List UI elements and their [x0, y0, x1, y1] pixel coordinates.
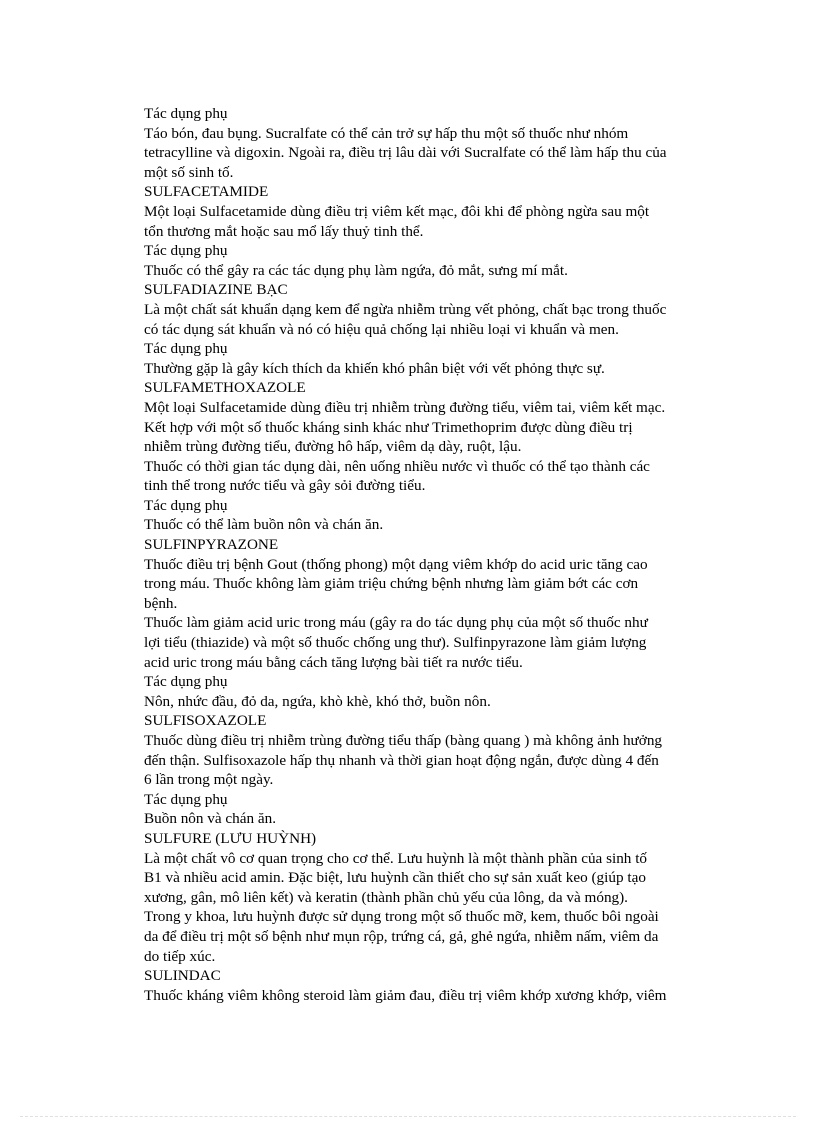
text-line: Buồn nôn và chán ăn.: [144, 810, 277, 828]
text-line: B1 và nhiều acid amin. Đặc biệt, lưu huỳnh cần thiết cho sự sản xuất keo (giúp tạo: [144, 869, 646, 887]
text-line: Tác dụng phụ: [144, 105, 228, 122]
page-bottom-border: [20, 1116, 796, 1117]
text-line: nhiễm trùng đường tiểu, đường hô hấp, viêm dạ dày, ruột, lậu.: [144, 438, 522, 456]
text-line: Là một chất sát khuẩn dạng kem để ngừa nhiễm trùng vết phỏng, chất bạc trong thuốc: [144, 300, 667, 318]
text-line: có tác dụng sát khuẩn và nó có hiệu quả chống lại nhiều loại vi khuẩn và men.: [144, 320, 619, 338]
text-line: Một loại Sulfacetamide dùng điều trị nhiễm trùng đường tiểu, viêm tai, viêm kết mạc.: [144, 398, 666, 416]
text-line: Tác dụng phụ: [144, 340, 228, 358]
text-line: Thuốc điều trị bệnh Gout (thống phong) một dạng viêm khớp do acid uric tăng cao: [144, 555, 648, 573]
text-line: SULINDAC: [144, 967, 221, 985]
text-line: Kết hợp với một số thuốc kháng sinh khác như Trimethoprim được dùng điều trị: [144, 418, 633, 436]
document-page: [144, 104, 704, 1005]
text-line: Tác dụng phụ: [144, 790, 228, 808]
text-line: Trong y khoa, lưu huỳnh được sử dụng trong một số thuốc mỡ, kem, thuốc bôi ngoài: [144, 908, 659, 926]
text-line: trong máu. Thuốc không làm giảm triệu chứng bệnh nhưng làm giảm bớt các cơn: [144, 575, 639, 593]
text-line: Tác dụng phụ: [144, 673, 228, 691]
text-line: Thuốc có thời gian tác dụng dài, nên uống nhiều nước vì thuốc có thể tạo thành các: [144, 457, 650, 475]
text-line: tetracylline và digoxin. Ngoài ra, điều trị lâu dài với Sucralfate có thể làm hấp thu của: [144, 144, 667, 162]
text-line: tổn thương mắt hoặc sau mổ lấy thuỷ tinh thể.: [144, 222, 424, 240]
text-line: Thường gặp là gây kích thích da khiến khó phân biệt với vết phỏng thực sự.: [144, 359, 605, 377]
text-line: acid uric trong máu bằng cách tăng lượng bài tiết ra nước tiểu.: [144, 653, 523, 671]
text-line: Thuốc kháng viêm không steroid làm giảm đau, điều trị viêm khớp xương khớp, viêm: [144, 986, 667, 1004]
text-line: Thuốc có thể làm buồn nôn và chán ăn.: [144, 516, 384, 534]
text-line: 6 lần trong một ngày.: [144, 771, 274, 789]
text-line: bệnh.: [144, 594, 178, 612]
text-line: do tiếp xúc.: [144, 947, 216, 965]
text-line: SULFACETAMIDE: [144, 183, 269, 201]
text-line: SULFADIAZINE BẠC: [144, 281, 288, 299]
text-line: một số sinh tố.: [144, 163, 234, 181]
text-line: Tác dụng phụ: [144, 242, 228, 260]
text-line: Táo bón, đau bụng. Sucralfate có thể cản trở sự hấp thu một số thuốc như nhóm: [144, 124, 629, 142]
text-line: SULFAMETHOXAZOLE: [144, 379, 306, 397]
text-line: Thuốc làm giảm acid uric trong máu (gây ra do tác dụng phụ của một số thuốc như: [144, 614, 648, 632]
text-line: Tác dụng phụ: [144, 496, 228, 514]
text-line: Một loại Sulfacetamide dùng điều trị viêm kết mạc, đôi khi để phòng ngừa sau một: [144, 202, 650, 220]
text-line: lợi tiểu (thiazide) và một số thuốc chống ung thư). Sulfinpyrazone làm giảm lượng: [144, 634, 647, 652]
text-line: SULFISOXAZOLE: [144, 712, 267, 730]
text-line: xương, gân, mô liên kết) và keratin (thành phần chủ yếu của lông, da và móng).: [144, 888, 628, 906]
text-line: Nôn, nhức đầu, đỏ da, ngứa, khò khè, khó thở, buồn nôn.: [144, 692, 491, 710]
text-line: SULFURE (LƯU HUỲNH): [144, 829, 317, 847]
text-line: SULFINPYRAZONE: [144, 536, 279, 554]
text-line: Là một chất vô cơ quan trọng cho cơ thể. Lưu huỳnh là một thành phần của sinh tố: [144, 849, 648, 867]
text-line: đến thận. Sulfisoxazole hấp thụ nhanh và thời gian hoạt động ngắn, được dùng 4 đến: [144, 751, 659, 769]
text-line: da để điều trị một số bệnh như mụn rộp, trứng cá, gả, ghẻ ngứa, nhiễm nấm, viêm da: [144, 927, 659, 945]
text-line: Thuốc dùng điều trị nhiễm trùng đường tiểu thấp (bàng quang ) mà không ảnh hưởng: [144, 732, 663, 749]
text-line: tinh thể trong nước tiểu và gây sỏi đường tiểu.: [144, 477, 426, 495]
text-line: Thuốc có thể gây ra các tác dụng phụ làm ngứa, đỏ mắt, sưng mí mắt.: [144, 261, 568, 279]
